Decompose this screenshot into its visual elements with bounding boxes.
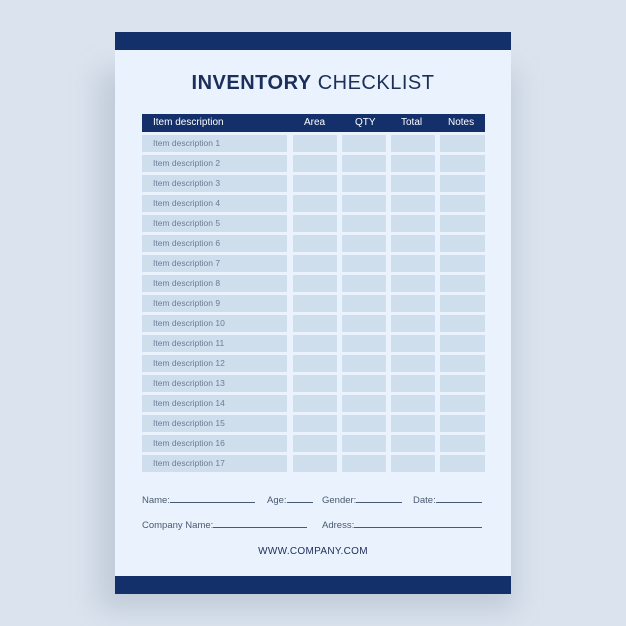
qty-cell[interactable]	[342, 315, 386, 332]
name-label: Name:	[142, 495, 170, 506]
notes-cell[interactable]	[440, 335, 485, 352]
item-description-text: Item description 16	[153, 438, 225, 448]
header-area: Area	[304, 117, 326, 128]
notes-cell[interactable]	[440, 435, 485, 452]
notes-cell[interactable]	[440, 195, 485, 212]
total-cell[interactable]	[391, 255, 435, 272]
total-cell[interactable]	[391, 395, 435, 412]
notes-cell[interactable]	[440, 135, 485, 152]
desc-cell	[142, 395, 287, 412]
qty-cell[interactable]	[342, 275, 386, 292]
item-description-text: Item description 9	[153, 298, 221, 308]
gender-label: Gender:	[322, 495, 357, 506]
total-cell[interactable]	[391, 175, 435, 192]
desc-cell	[142, 175, 287, 192]
item-description-text: Item description 6	[153, 238, 221, 248]
item-description-text: Item description 8	[153, 278, 221, 288]
address-label: Adress:	[322, 520, 355, 531]
area-cell[interactable]	[293, 415, 337, 432]
total-cell[interactable]	[391, 135, 435, 152]
qty-cell[interactable]	[342, 355, 386, 372]
total-cell[interactable]	[391, 415, 435, 432]
table-row	[142, 355, 485, 372]
desc-cell	[142, 275, 287, 292]
area-cell[interactable]	[293, 155, 337, 172]
table-row	[142, 395, 485, 412]
date-line[interactable]	[436, 493, 482, 503]
title-bold: INVENTORY	[191, 72, 312, 94]
item-description-text: Item description 17	[153, 458, 225, 468]
table-row	[142, 235, 485, 252]
qty-cell[interactable]	[342, 155, 386, 172]
desc-cell	[142, 135, 287, 152]
area-cell[interactable]	[293, 315, 337, 332]
gender-field[interactable]	[322, 493, 402, 506]
table-row	[142, 315, 485, 332]
notes-cell[interactable]	[440, 155, 485, 172]
area-cell[interactable]	[293, 235, 337, 252]
notes-cell[interactable]	[440, 415, 485, 432]
area-cell[interactable]	[293, 395, 337, 412]
total-cell[interactable]	[391, 195, 435, 212]
total-cell[interactable]	[391, 355, 435, 372]
total-cell[interactable]	[391, 335, 435, 352]
checklist-sheet	[115, 32, 511, 594]
age-line[interactable]	[287, 493, 313, 503]
table-row	[142, 175, 485, 192]
date-field[interactable]	[413, 493, 482, 506]
address-line[interactable]	[354, 518, 482, 528]
area-cell[interactable]	[293, 275, 337, 292]
area-cell[interactable]	[293, 195, 337, 212]
desc-cell	[142, 315, 287, 332]
total-cell[interactable]	[391, 275, 435, 292]
total-cell[interactable]	[391, 235, 435, 252]
item-description-text: Item description 14	[153, 398, 225, 408]
page-title	[115, 72, 511, 95]
total-cell[interactable]	[391, 215, 435, 232]
table-row	[142, 195, 485, 212]
total-cell[interactable]	[391, 375, 435, 392]
table-header	[142, 114, 485, 132]
top-band	[115, 32, 511, 50]
notes-cell[interactable]	[440, 175, 485, 192]
qty-cell[interactable]	[342, 135, 386, 152]
date-label: Date:	[413, 495, 436, 506]
header-qty: QTY	[355, 117, 376, 128]
desc-cell	[142, 235, 287, 252]
notes-cell[interactable]	[440, 355, 485, 372]
notes-cell[interactable]	[440, 235, 485, 252]
qty-cell[interactable]	[342, 235, 386, 252]
item-description-text: Item description 2	[153, 158, 221, 168]
area-cell[interactable]	[293, 455, 337, 472]
company-line[interactable]	[213, 518, 307, 528]
age-label: Age:	[267, 495, 287, 506]
bottom-band	[115, 576, 511, 594]
item-description-text: Item description 10	[153, 318, 225, 328]
desc-cell	[142, 355, 287, 372]
total-cell[interactable]	[391, 295, 435, 312]
item-description-text: Item description 1	[153, 138, 221, 148]
desc-cell	[142, 455, 287, 472]
area-cell[interactable]	[293, 135, 337, 152]
item-description-text: Item description 13	[153, 378, 225, 388]
name-field[interactable]	[142, 493, 255, 506]
area-cell[interactable]	[293, 435, 337, 452]
area-cell[interactable]	[293, 255, 337, 272]
table-row	[142, 275, 485, 292]
item-description-text: Item description 5	[153, 218, 221, 228]
desc-cell	[142, 215, 287, 232]
notes-cell[interactable]	[440, 455, 485, 472]
notes-cell[interactable]	[440, 375, 485, 392]
desc-cell	[142, 335, 287, 352]
item-description-text: Item description 7	[153, 258, 221, 268]
qty-cell[interactable]	[342, 195, 386, 212]
header-item-description: Item description	[153, 117, 224, 128]
desc-cell	[142, 435, 287, 452]
address-field[interactable]	[322, 518, 482, 531]
notes-cell[interactable]	[440, 255, 485, 272]
desc-cell	[142, 375, 287, 392]
item-description-text: Item description 11	[153, 338, 225, 348]
item-description-text: Item description 15	[153, 418, 225, 428]
total-cell[interactable]	[391, 435, 435, 452]
area-cell[interactable]	[293, 175, 337, 192]
table-row	[142, 435, 485, 452]
qty-cell[interactable]	[342, 415, 386, 432]
total-cell[interactable]	[391, 315, 435, 332]
area-cell[interactable]	[293, 295, 337, 312]
desc-cell	[142, 195, 287, 212]
notes-cell[interactable]	[440, 275, 485, 292]
qty-cell[interactable]	[342, 395, 386, 412]
qty-cell[interactable]	[342, 335, 386, 352]
qty-cell[interactable]	[342, 435, 386, 452]
item-description-text: Item description 4	[153, 198, 221, 208]
qty-cell[interactable]	[342, 255, 386, 272]
table-row	[142, 135, 485, 152]
area-cell[interactable]	[293, 375, 337, 392]
notes-cell[interactable]	[440, 215, 485, 232]
desc-cell	[142, 155, 287, 172]
area-cell[interactable]	[293, 215, 337, 232]
desc-cell	[142, 255, 287, 272]
table-row	[142, 455, 485, 472]
qty-cell[interactable]	[342, 175, 386, 192]
item-description-text: Item description 12	[153, 358, 225, 368]
table-row	[142, 255, 485, 272]
name-line[interactable]	[170, 493, 255, 503]
qty-cell[interactable]	[342, 295, 386, 312]
table-row	[142, 155, 485, 172]
table-row	[142, 215, 485, 232]
qty-cell[interactable]	[342, 215, 386, 232]
notes-cell[interactable]	[440, 315, 485, 332]
notes-cell[interactable]	[440, 295, 485, 312]
desc-cell	[142, 415, 287, 432]
table-row	[142, 375, 485, 392]
desc-cell	[142, 295, 287, 312]
table-row	[142, 335, 485, 352]
company-label: Company Name:	[142, 520, 214, 531]
table-body	[142, 135, 485, 475]
header-notes: Notes	[448, 117, 475, 128]
total-cell[interactable]	[391, 455, 435, 472]
table-row	[142, 415, 485, 432]
item-description-text: Item description 3	[153, 178, 221, 188]
total-cell[interactable]	[391, 155, 435, 172]
notes-cell[interactable]	[440, 395, 485, 412]
company-website: WWW.COMPANY.COM	[258, 546, 368, 557]
area-cell[interactable]	[293, 355, 337, 372]
company-field[interactable]	[142, 518, 307, 531]
qty-cell[interactable]	[342, 455, 386, 472]
table-row	[142, 295, 485, 312]
age-field[interactable]	[267, 493, 313, 506]
title-light: CHECKLIST	[317, 72, 435, 94]
gender-line[interactable]	[356, 493, 402, 503]
qty-cell[interactable]	[342, 375, 386, 392]
header-total: Total	[401, 117, 423, 128]
area-cell[interactable]	[293, 335, 337, 352]
